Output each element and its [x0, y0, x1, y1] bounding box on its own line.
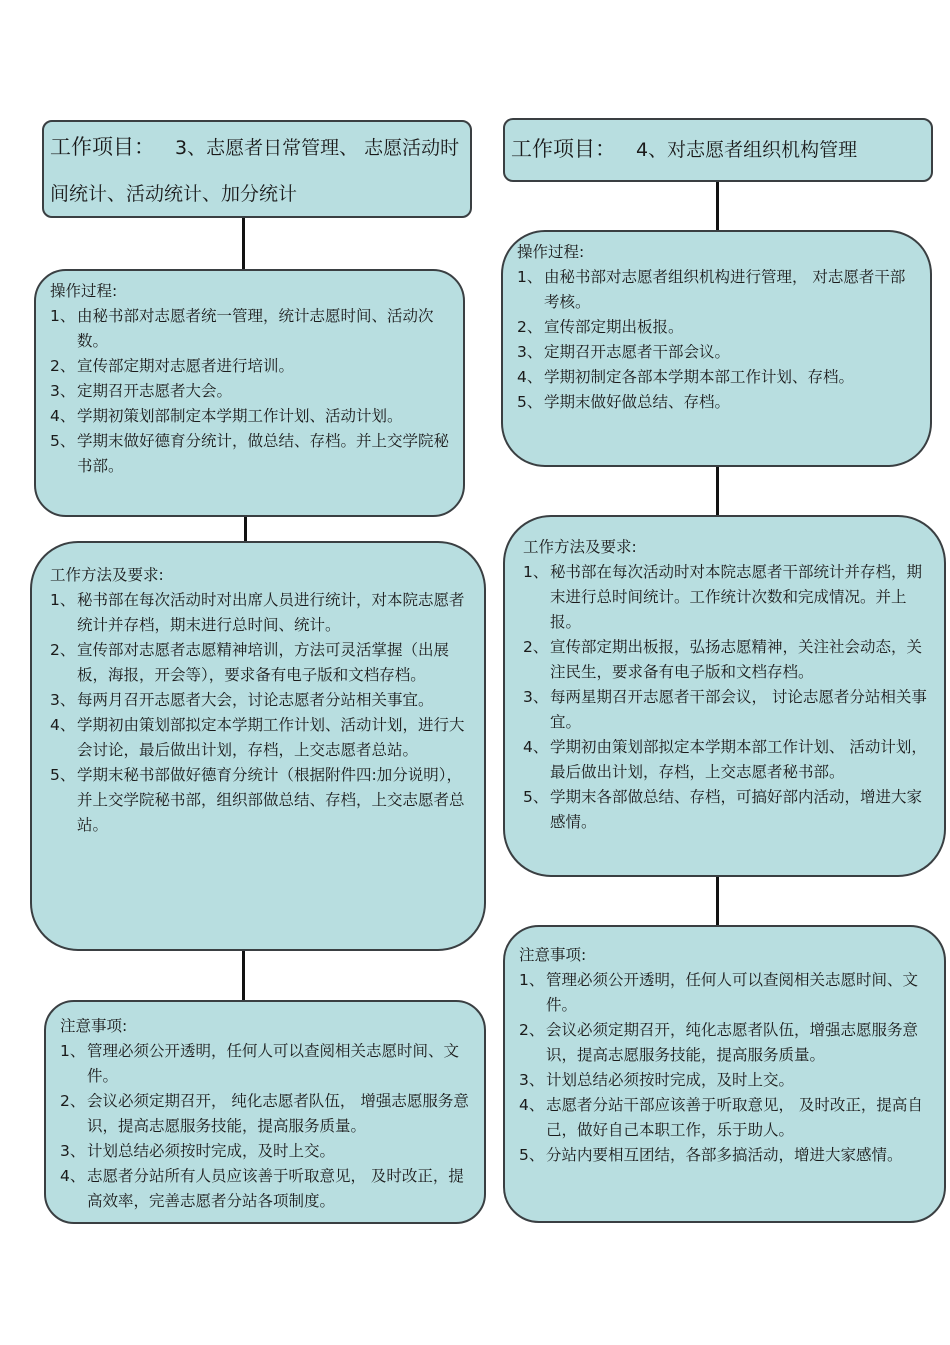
left-notes-box — [44, 1000, 486, 1224]
list-item: 4、 学期初由策划部拟定本学期本部工作计划、 活动计划，最后做出计划，存档，上交志愿者秘书部。 — [523, 738, 927, 781]
list-item: 4、 志愿者分站所有人员应该善于听取意见， 及时改正，提高效率，完善志愿者分站各项制度。 — [60, 1167, 464, 1210]
right-title-box — [503, 118, 933, 182]
right-notes-heading: 注意事项: — [519, 946, 587, 964]
left-title-label: 工作项目： — [50, 135, 155, 159]
right-methods-heading: 工作方法及要求: — [523, 538, 637, 556]
list-item: 1、 由秘书部对志愿者统一管理，统计志愿时间、活动次数。 — [50, 307, 434, 350]
list-item: 2、 宣传部定期出板报，弘扬志愿精神，关注社会动态，关注民生，要求备有电子版和文档存档。 — [523, 638, 923, 681]
left-notes-heading: 注意事项: — [60, 1017, 128, 1035]
list-item: 5、 学期末秘书部做好德育分统计（根据附件四:加分说明），并上交学院秘书部，组织部做总结、存档，上交志愿者总站。 — [50, 766, 465, 834]
list-item: 4、 志愿者分站干部应该善于听取意见， 及时改正，提高自己，做好自己本职工作，乐于助人。 — [519, 1096, 923, 1139]
list-item: 1、 秘书部在每次活动时对出席人员进行统计，对本院志愿者统计并存档，期末进行总时间、统计。 — [50, 591, 465, 634]
list-item: 3、 定期召开志愿者干部会议。 — [517, 343, 731, 361]
connector-line — [716, 466, 719, 516]
list-item: 4、 学期初策划部制定本学期工作计划、活动计划。 — [50, 407, 403, 425]
connector-line — [242, 950, 245, 1000]
left-methods-heading: 工作方法及要求: — [50, 566, 164, 584]
list-item: 1、 由秘书部对志愿者组织机构进行管理， 对志愿者干部考核。 — [517, 268, 906, 311]
list-item: 5、 学期末各部做总结、存档，可搞好部内活动，增进大家感情。 — [523, 788, 923, 831]
right-process-heading: 操作过程: — [517, 243, 585, 261]
left-title-text: 3、志愿者日常管理、 志愿活动时间统计、活动统计、加分统计 — [50, 137, 460, 205]
list-item: 3、 定期召开志愿者大会。 — [50, 382, 233, 400]
list-item: 2、 会议必须定期召开，纯化志愿者队伍，增强志愿服务意识，提高志愿服务技能，提高服务质量。 — [519, 1021, 919, 1064]
list-item: 1、 秘书部在每次活动时对本院志愿者干部统计并存档，期末进行总时间统计。工作统计次数和完成情况。并上报。 — [523, 563, 923, 631]
left-process-heading: 操作过程: — [50, 282, 118, 300]
list-item: 3、 每两月召开志愿者大会，讨论志愿者分站相关事宜。 — [50, 691, 434, 709]
list-item: 3、 计划总结必须按时完成，及时上交。 — [60, 1142, 336, 1160]
list-item: 2、 宣传部对志愿者志愿精神培训，方法可灵活掌握（出展板，海报，开会等），要求备有电子版和文档存档。 — [50, 641, 450, 684]
list-item: 4、 学期初由策划部拟定本学期工作计划、活动计划，进行大会讨论，最后做出计划，存档，上交志愿者总站。 — [50, 716, 465, 759]
list-item: 2、 宣传部定期对志愿者进行培训。 — [50, 357, 295, 375]
right-process-box — [501, 230, 932, 467]
connector-line — [716, 181, 719, 231]
list-item: 1、 管理必须公开透明，任何人可以查阅相关志愿时间、文件。 — [519, 971, 919, 1014]
left-title-box — [42, 120, 472, 218]
right-notes-box — [503, 925, 946, 1223]
list-item: 4、 学期初制定各部本学期本部工作计划、存档。 — [517, 368, 855, 386]
list-item: 1、 管理必须公开透明，任何人可以查阅相关志愿时间、文件。 — [60, 1042, 460, 1085]
right-methods-box — [503, 515, 946, 877]
list-item: 3、 每两星期召开志愿者干部会议， 讨论志愿者分站相关事宜。 — [523, 688, 927, 731]
list-item: 3、 计划总结必须按时完成，及时上交。 — [519, 1071, 795, 1089]
left-methods-box — [30, 541, 486, 951]
connector-line — [242, 217, 245, 270]
list-item: 5、 学期末做好德育分统计，做总结、存档。并上交学院秘书部。 — [50, 432, 450, 475]
right-title-text: 4、对志愿者组织机构管理 — [636, 139, 858, 161]
connector-line — [716, 876, 719, 926]
list-item: 2、 宣传部定期出板报。 — [517, 318, 684, 336]
right-title-label: 工作项目： — [511, 137, 616, 161]
left-process-box — [34, 269, 465, 517]
list-item: 5、 学期末做好做总结、存档。 — [517, 393, 731, 411]
list-item: 5、 分站内要相互团结，各部多搞活动，增进大家感情。 — [519, 1146, 903, 1164]
list-item: 2、 会议必须定期召开， 纯化志愿者队伍， 增强志愿服务意识，提高志愿服务技能，提高服务质量。 — [60, 1092, 469, 1135]
